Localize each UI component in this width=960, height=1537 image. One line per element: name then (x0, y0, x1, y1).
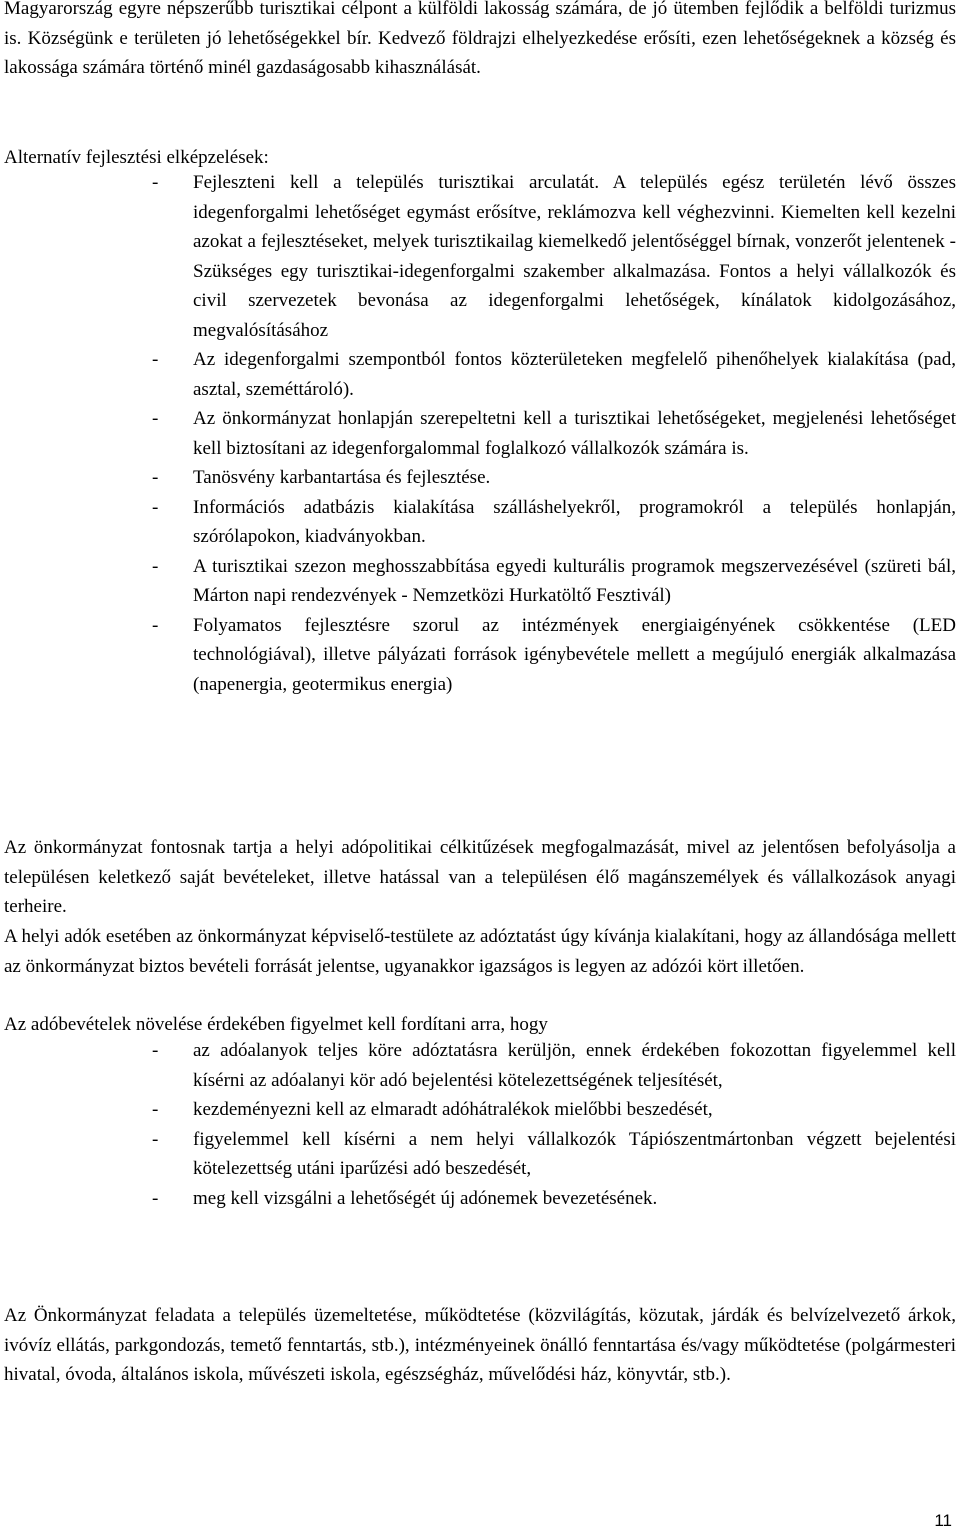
list-item (150, 1184, 956, 1214)
tax-measures-list (150, 1036, 956, 1213)
bullet-dash: - (152, 1187, 159, 1209)
bullet-dash: - (152, 349, 159, 370)
tax-revenue-paragraph: Az adóbevételek növelése érdekében figyelmet kell fordítani arra, hogy (4, 1014, 548, 1035)
list-item-text: az adóalanyok teljes köre adóztatásra kerüljön, ennek érdekében fokozottan figyelemmel kell kísérni az adóalanyi kör adó bejelentési kötelezettségének teljesítését, (193, 1040, 956, 1091)
list-item (150, 1095, 956, 1125)
bullet-dash: - (152, 1128, 159, 1150)
intro-paragraph: Magyarország egyre népszerűbb turisztikai célpont a külföldi lakosság számára, de jó ütemben fejlődik a belföldi turizmus is. Községünk e területen jó lehetőségekkel bír. Kedvező földrajzi elhelyezkedése erősíti, ezen lehetőségeknek a község és lakossága számára történő minél gazdaságosabb kihasználását. (4, 0, 956, 78)
list-item-text: figyelemmel kell kísérni a nem helyi vállalkozók Tápiószentmártonban végzett bejelentési kötelezettség utáni iparűzési adó beszedését, (193, 1128, 956, 1179)
bullet-dash: - (152, 555, 159, 577)
list-item (150, 611, 956, 700)
list-item (150, 463, 956, 493)
page-number: 11 (934, 1511, 952, 1530)
bullet-dash: - (152, 172, 159, 193)
tax-policy-paragraph: Az önkormányzat fontosnak tartja a helyi adópolitikai célkitűzések megfogalmazását, mivel az jelentősen befolyásolja a településen keletkező saját bevételeket, illetve hatással van a településen élő magánszemélyek és vállalkozások anyagi terheire. (4, 837, 956, 917)
bullet-dash: - (152, 408, 159, 429)
list-item-text: A turisztikai szezon meghosszabbítása egyedi kulturális programok megszervezésével (szüreti bál, Márton napi rendezvények - Nemzetközi Hurkatöltő Fesztivál) (193, 555, 956, 606)
list-item (150, 168, 956, 345)
bullet-dash: - (152, 496, 159, 518)
list-item-text: Fejleszteni kell a település turisztikai arculatát. A település egész területén lévő összes idegenforgalmi lehetőséget egymást erősítve, reklámozva kell véghezvinni. Kiemelten kell kezelni azokat a fejlesztéseket, melyek turisztikailag kiemelkedő jelentőséggel bírnak, vonzerőt jelentenek - Szükséges egy turisztikai-idegenforgalmi szakember alkalmazása. Fontos a helyi vállalkozók és civil szervezetek bevonása az idegenforgalmi lehetőségek, kínálatok kidolgozásához, megvalósításához (193, 172, 956, 341)
bullet-dash: - (152, 467, 159, 488)
list-item-text: Tanösvény karbantartása és fejlesztése. (193, 467, 491, 488)
list-item-text: Információs adatbázis kialakítása szálláshelyekről, programokról a település honlapján, szórólapokon, kiadványokban. (193, 496, 956, 547)
list-item-text: Az önkormányzat honlapján szerepeltetni kell a turisztikai lehetőségeket, megjelenési lehetőséget kell biztosítani az idegenforgalommal foglalkozó vállalkozók számára is. (193, 408, 956, 459)
list-item-text: meg kell vizsgálni a lehetőségét új adónemek bevezetésének. (193, 1187, 658, 1209)
bullet-dash: - (152, 614, 159, 636)
bullet-dash: - (152, 1040, 159, 1061)
alternatives-list (150, 168, 956, 699)
list-item (150, 345, 956, 404)
alternatives-heading: Alternatív fejlesztési elképzelések: (4, 147, 269, 168)
bullet-dash: - (152, 1099, 159, 1120)
list-item-text: Az idegenforgalmi szempontból fontos közterületeken megfelelő pihenőhelyek kialakítása (pad, asztal, szeméttároló). (193, 349, 956, 400)
list-item-text: Folyamatos fejlesztésre szorul az intézmények energiaigényének csökkentése (LED technológiával), illetve pályázati források igénybevétele mellett a megújuló energiák alkalmazása (napenergia, geotermikus energia) (193, 614, 956, 695)
list-item (150, 493, 956, 552)
list-item (150, 404, 956, 463)
government-tasks-paragraph: Az Önkormányzat feladata a település üzemeltetése, működtetése (közvilágítás, közutak, járdák és belvízelvezető árkok, ivóvíz ellátás, parkgondozás, temető fenntartás, stb.), intézményeinek önálló fenntartása és/vagy működtetése (polgármesteri hivatal, óvoda, általános iskola, művészeti iskola, egészségház, művelődési ház, könyvtár, stb.). (4, 1305, 956, 1385)
list-item (150, 1036, 956, 1095)
local-tax-paragraph: A helyi adók esetében az önkormányzat képviselő-testülete az adóztatást úgy kívánja kialakítani, hogy az állandósága mellett az önkormányzat biztos bevételi forrását jelentse, ugyanakkor igazságos is legyen az adózói kört illetően. (4, 926, 956, 977)
list-item-text: kezdeményezni kell az elmaradt adóhátralékok mielőbbi beszedését, (193, 1099, 713, 1120)
list-item (150, 552, 956, 611)
list-item (150, 1125, 956, 1184)
